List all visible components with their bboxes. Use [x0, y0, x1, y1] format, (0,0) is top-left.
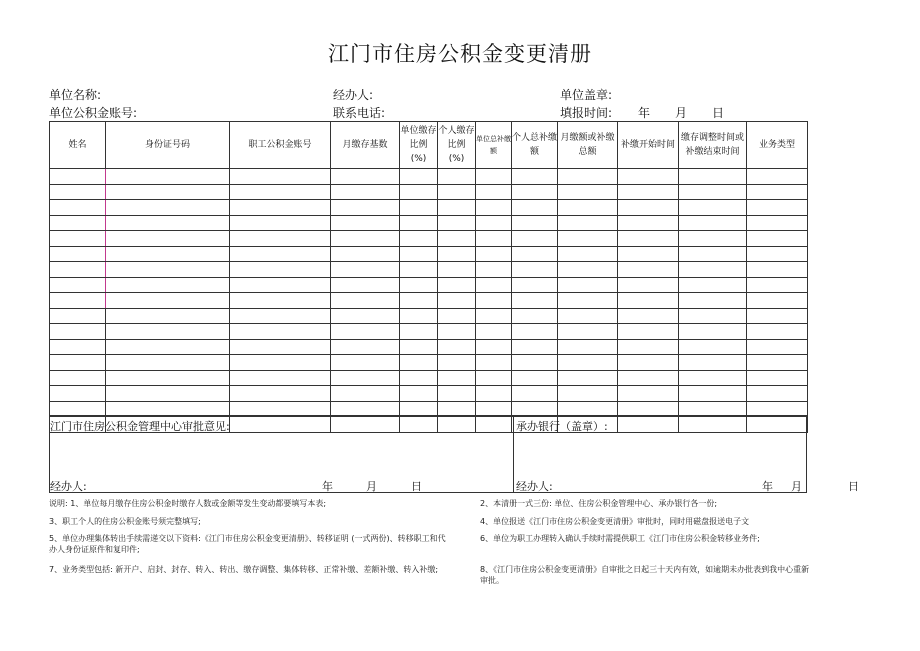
col-monthly-amount: 月缴额或补缴总额	[558, 122, 618, 169]
table-cell[interactable]	[679, 231, 747, 247]
table-cell[interactable]	[230, 324, 331, 340]
table-row	[50, 324, 808, 340]
table-cell[interactable]	[747, 200, 808, 216]
table-cell[interactable]	[747, 246, 808, 262]
table-cell[interactable]	[747, 386, 808, 402]
table-cell[interactable]	[50, 308, 106, 324]
table-cell[interactable]	[106, 246, 230, 262]
table-cell[interactable]	[558, 215, 618, 231]
table-cell[interactable]	[400, 200, 438, 216]
table-cell[interactable]	[106, 339, 230, 355]
table-cell[interactable]	[50, 324, 106, 340]
table-cell[interactable]	[747, 262, 808, 278]
table-cell[interactable]	[476, 308, 512, 324]
table-cell[interactable]	[747, 277, 808, 293]
table-cell[interactable]	[438, 355, 476, 371]
bank-day-label: 日	[848, 480, 859, 493]
phone-label: 联系电话:	[333, 106, 386, 120]
table-row	[50, 262, 808, 278]
table-cell[interactable]	[438, 386, 476, 402]
table-cell[interactable]	[230, 169, 331, 185]
table-row	[50, 200, 808, 216]
table-cell[interactable]	[618, 231, 679, 247]
table-cell[interactable]	[106, 293, 230, 309]
table-cell[interactable]	[106, 370, 230, 386]
table-cell[interactable]	[476, 355, 512, 371]
table-cell[interactable]	[400, 215, 438, 231]
table-cell[interactable]	[230, 339, 331, 355]
table-cell[interactable]	[512, 215, 558, 231]
table-cell[interactable]	[747, 308, 808, 324]
bank-month-label: 月	[791, 480, 802, 493]
table-cell[interactable]	[400, 324, 438, 340]
table-cell[interactable]	[331, 246, 400, 262]
table-cell[interactable]	[50, 277, 106, 293]
table-cell[interactable]	[679, 169, 747, 185]
unit-seal-label: 单位盖章:	[560, 88, 613, 102]
table-cell[interactable]	[50, 262, 106, 278]
table-cell[interactable]	[747, 324, 808, 340]
table-cell[interactable]	[512, 324, 558, 340]
table-cell[interactable]	[679, 277, 747, 293]
table-cell[interactable]	[512, 200, 558, 216]
table-cell[interactable]	[400, 339, 438, 355]
approval-divider	[513, 416, 514, 493]
table-cell[interactable]	[331, 215, 400, 231]
table-cell[interactable]	[230, 308, 331, 324]
table-cell[interactable]	[438, 339, 476, 355]
table-cell[interactable]	[512, 231, 558, 247]
col-unit-rate-unit: (%)	[410, 154, 427, 164]
table-cell[interactable]	[476, 200, 512, 216]
table-row	[50, 308, 808, 324]
col-unit-rate	[400, 122, 438, 169]
table-cell[interactable]	[106, 355, 230, 371]
table-row	[50, 277, 808, 293]
table-cell[interactable]	[558, 293, 618, 309]
bank-seal-label: 承办银行（盖章）:	[516, 420, 608, 433]
table-cell[interactable]	[618, 215, 679, 231]
table-cell[interactable]	[747, 231, 808, 247]
col-personal-rate-unit: (%)	[448, 154, 465, 164]
table-cell[interactable]	[747, 370, 808, 386]
table-cell[interactable]	[438, 308, 476, 324]
table-cell[interactable]	[679, 308, 747, 324]
fill-year-label: 年	[638, 106, 651, 120]
table-cell[interactable]	[618, 386, 679, 402]
table-cell[interactable]	[230, 355, 331, 371]
table-cell[interactable]	[230, 184, 331, 200]
col-employee-account: 职工公积金账号	[230, 122, 331, 169]
table-cell[interactable]	[50, 200, 106, 216]
table-cell[interactable]	[747, 355, 808, 371]
table-row	[50, 231, 808, 247]
table-cell[interactable]	[512, 246, 558, 262]
table-cell[interactable]	[558, 231, 618, 247]
table-cell[interactable]	[476, 339, 512, 355]
table-cell[interactable]	[50, 386, 106, 402]
note-4: 4、单位报送《江门市住房公积金变更清册》审批时，同时用磁盘报送电子文	[480, 517, 750, 526]
table-cell[interactable]	[438, 246, 476, 262]
table-cell[interactable]	[438, 169, 476, 185]
table-cell[interactable]	[331, 370, 400, 386]
page-title: 江门市住房公积金变更清册	[328, 42, 592, 66]
table-cell[interactable]	[438, 277, 476, 293]
table-cell[interactable]	[558, 246, 618, 262]
table-cell[interactable]	[679, 215, 747, 231]
table-cell[interactable]	[558, 200, 618, 216]
table-cell[interactable]	[558, 169, 618, 185]
note-1: 说明: 1、单位每月缴存住房公积金时缴存人数或金额等发生变动都要填写本表;	[49, 499, 327, 508]
table-cell[interactable]	[438, 324, 476, 340]
table-cell[interactable]	[679, 200, 747, 216]
bank-handler-label: 经办人:	[516, 480, 553, 493]
table-cell[interactable]	[50, 355, 106, 371]
table-cell[interactable]	[747, 215, 808, 231]
table-row	[50, 215, 808, 231]
table-cell[interactable]	[331, 169, 400, 185]
table-cell[interactable]	[476, 215, 512, 231]
table-cell[interactable]	[230, 215, 331, 231]
col-name: 姓名	[50, 122, 106, 169]
table-cell[interactable]	[618, 169, 679, 185]
table-cell[interactable]	[618, 355, 679, 371]
change-register-table	[49, 121, 808, 433]
unit-account-label: 单位公积金账号:	[49, 106, 138, 120]
table-cell[interactable]	[618, 184, 679, 200]
table-cell[interactable]	[512, 339, 558, 355]
table-cell[interactable]	[438, 262, 476, 278]
table-cell[interactable]	[106, 324, 230, 340]
table-cell[interactable]	[230, 293, 331, 309]
table-cell[interactable]	[50, 184, 106, 200]
table-cell[interactable]	[476, 277, 512, 293]
center-handler-label: 经办人:	[50, 480, 87, 493]
table-cell[interactable]	[400, 308, 438, 324]
table-row	[50, 370, 808, 386]
table-row	[50, 355, 808, 371]
note-5: 5、单位办理集体转出手续需递交以下资料:《江门市住房公积金变更清册》、转移证明 (一式两份)、转移职工和代办人身份证原件和复印件;	[49, 534, 446, 554]
note-6: 6、单位为职工办理转入确认手续时需提供职工《江门市住房公积金转移业务件;	[480, 534, 760, 543]
table-cell[interactable]	[476, 184, 512, 200]
table-cell[interactable]	[106, 200, 230, 216]
table-cell[interactable]	[747, 169, 808, 185]
table-cell[interactable]	[400, 246, 438, 262]
col-business-type: 业务类型	[747, 122, 808, 169]
table-cell[interactable]	[679, 184, 747, 200]
table-cell[interactable]	[512, 355, 558, 371]
table-cell[interactable]	[476, 231, 512, 247]
table-cell[interactable]	[476, 386, 512, 402]
table-cell[interactable]	[679, 339, 747, 355]
col-unit-rate-label: 单位缴存比例	[400, 126, 437, 150]
table-cell[interactable]	[331, 293, 400, 309]
table-row	[50, 386, 808, 402]
table-cell[interactable]	[679, 370, 747, 386]
table-cell[interactable]	[400, 293, 438, 309]
col-adjust-end-time: 缴存调整时间或补缴结束时间	[679, 122, 747, 169]
table-cell[interactable]	[230, 370, 331, 386]
table-cell[interactable]	[679, 262, 747, 278]
table-cell[interactable]	[558, 386, 618, 402]
table-cell[interactable]	[50, 246, 106, 262]
fill-day-label: 日	[712, 106, 725, 120]
col-personal-rate-label: 个人缴存比例	[438, 126, 475, 150]
table-cell[interactable]	[476, 262, 512, 278]
col-id-number: 身份证号码	[106, 122, 230, 169]
table-cell[interactable]	[230, 277, 331, 293]
table-cell[interactable]	[331, 184, 400, 200]
table-cell[interactable]	[618, 246, 679, 262]
table-cell[interactable]	[230, 262, 331, 278]
table-cell[interactable]	[618, 339, 679, 355]
table-cell[interactable]	[438, 215, 476, 231]
table-cell[interactable]	[106, 169, 230, 185]
table-cell[interactable]	[512, 386, 558, 402]
table-cell[interactable]	[230, 246, 331, 262]
table-cell[interactable]	[50, 293, 106, 309]
table-cell[interactable]	[50, 215, 106, 231]
table-cell[interactable]	[558, 308, 618, 324]
table-cell[interactable]	[331, 308, 400, 324]
table-cell[interactable]	[106, 262, 230, 278]
col-personal-rate	[438, 122, 476, 169]
table-row	[50, 293, 808, 309]
table-row	[50, 184, 808, 200]
col-unit-total-supplement: 单位总补缴额	[476, 122, 512, 169]
table-cell[interactable]	[558, 277, 618, 293]
table-cell[interactable]	[558, 324, 618, 340]
table-cell[interactable]	[400, 262, 438, 278]
table-cell[interactable]	[331, 262, 400, 278]
table-cell[interactable]	[106, 215, 230, 231]
table-cell[interactable]	[50, 339, 106, 355]
table-row	[50, 169, 808, 185]
table-cell[interactable]	[50, 169, 106, 185]
table-cell[interactable]	[747, 184, 808, 200]
table-cell[interactable]	[400, 169, 438, 185]
table-cell[interactable]	[476, 246, 512, 262]
table-cell[interactable]	[331, 355, 400, 371]
table-cell[interactable]	[476, 370, 512, 386]
table-cell[interactable]	[438, 184, 476, 200]
table-cell[interactable]	[512, 277, 558, 293]
table-cell[interactable]	[331, 200, 400, 216]
table-row	[50, 246, 808, 262]
bank-year-label: 年	[762, 480, 773, 493]
fill-month-label: 月	[675, 106, 688, 120]
table-row	[50, 339, 808, 355]
table-cell[interactable]	[512, 184, 558, 200]
table-cell[interactable]	[400, 277, 438, 293]
table-cell[interactable]	[618, 370, 679, 386]
table-cell[interactable]	[747, 293, 808, 309]
center-month-label: 月	[366, 480, 377, 493]
table-cell[interactable]	[558, 262, 618, 278]
table-cell[interactable]	[618, 277, 679, 293]
table-cell[interactable]	[400, 231, 438, 247]
table-cell[interactable]	[230, 200, 331, 216]
table-cell[interactable]	[106, 277, 230, 293]
table-cell[interactable]	[512, 262, 558, 278]
table-cell[interactable]	[558, 339, 618, 355]
unit-name-label: 单位名称:	[49, 88, 102, 102]
table-cell[interactable]	[400, 355, 438, 371]
table-cell[interactable]	[512, 293, 558, 309]
table-header-row	[50, 122, 808, 169]
table-cell[interactable]	[512, 169, 558, 185]
table-cell[interactable]	[400, 370, 438, 386]
table-cell[interactable]	[50, 231, 106, 247]
table-cell[interactable]	[558, 370, 618, 386]
table-cell[interactable]	[106, 386, 230, 402]
table-cell[interactable]	[679, 386, 747, 402]
table-cell[interactable]	[106, 308, 230, 324]
table-cell[interactable]	[400, 386, 438, 402]
col-monthly-base: 月缴存基数	[331, 122, 400, 169]
table-cell[interactable]	[438, 231, 476, 247]
table-cell[interactable]	[331, 324, 400, 340]
table-cell[interactable]	[558, 355, 618, 371]
table-cell[interactable]	[679, 355, 747, 371]
table-cell[interactable]	[512, 370, 558, 386]
table-cell[interactable]	[476, 169, 512, 185]
fill-time-label: 填报时间:	[560, 106, 613, 120]
table-cell[interactable]	[230, 231, 331, 247]
table-cell[interactable]	[438, 370, 476, 386]
table-cell[interactable]	[512, 308, 558, 324]
table-cell[interactable]	[618, 200, 679, 216]
table-cell[interactable]	[331, 339, 400, 355]
table-cell[interactable]	[476, 293, 512, 309]
table-cell[interactable]	[679, 324, 747, 340]
table-cell[interactable]	[618, 308, 679, 324]
note-8: 8、《江门市住房公积金变更清册》自审批之日起三十天内有效，如逾期未办批表到我中心重新审批。	[480, 565, 810, 585]
table-cell[interactable]	[400, 184, 438, 200]
table-cell[interactable]	[438, 293, 476, 309]
table-cell[interactable]	[438, 200, 476, 216]
handler-label: 经办人:	[333, 88, 374, 102]
table-cell[interactable]	[50, 370, 106, 386]
table-cell[interactable]	[618, 262, 679, 278]
approval-section	[49, 415, 807, 493]
note-3: 3、职工个人的住房公积金账号须完整填写;	[49, 517, 201, 526]
table-cell[interactable]	[558, 184, 618, 200]
table-cell[interactable]	[331, 277, 400, 293]
note-2: 2、本清册一式三份: 单位、住房公积金管理中心、承办银行各一份;	[480, 499, 718, 508]
center-day-label: 日	[411, 480, 422, 493]
col-personal-total-supplement: 个人总补缴额	[512, 122, 558, 169]
table-cell[interactable]	[476, 324, 512, 340]
table-cell[interactable]	[230, 386, 331, 402]
table-cell[interactable]	[331, 231, 400, 247]
table-cell[interactable]	[618, 293, 679, 309]
table-cell[interactable]	[106, 184, 230, 200]
table-cell[interactable]	[618, 324, 679, 340]
table-cell[interactable]	[747, 339, 808, 355]
table-cell[interactable]	[679, 246, 747, 262]
table-cell[interactable]	[331, 386, 400, 402]
center-approval-label: 江门市住房公积金管理中心审批意见:	[50, 420, 230, 433]
table-cell[interactable]	[679, 293, 747, 309]
note-7: 7、业务类型包括: 新开户、启封、封存、转入、转出、缴存调整、集体转移、正常补缴、差额补缴、转入补缴;	[49, 565, 439, 574]
col-supplement-start: 补缴开始时间	[618, 122, 679, 169]
table-cell[interactable]	[106, 231, 230, 247]
center-year-label: 年	[322, 480, 333, 493]
